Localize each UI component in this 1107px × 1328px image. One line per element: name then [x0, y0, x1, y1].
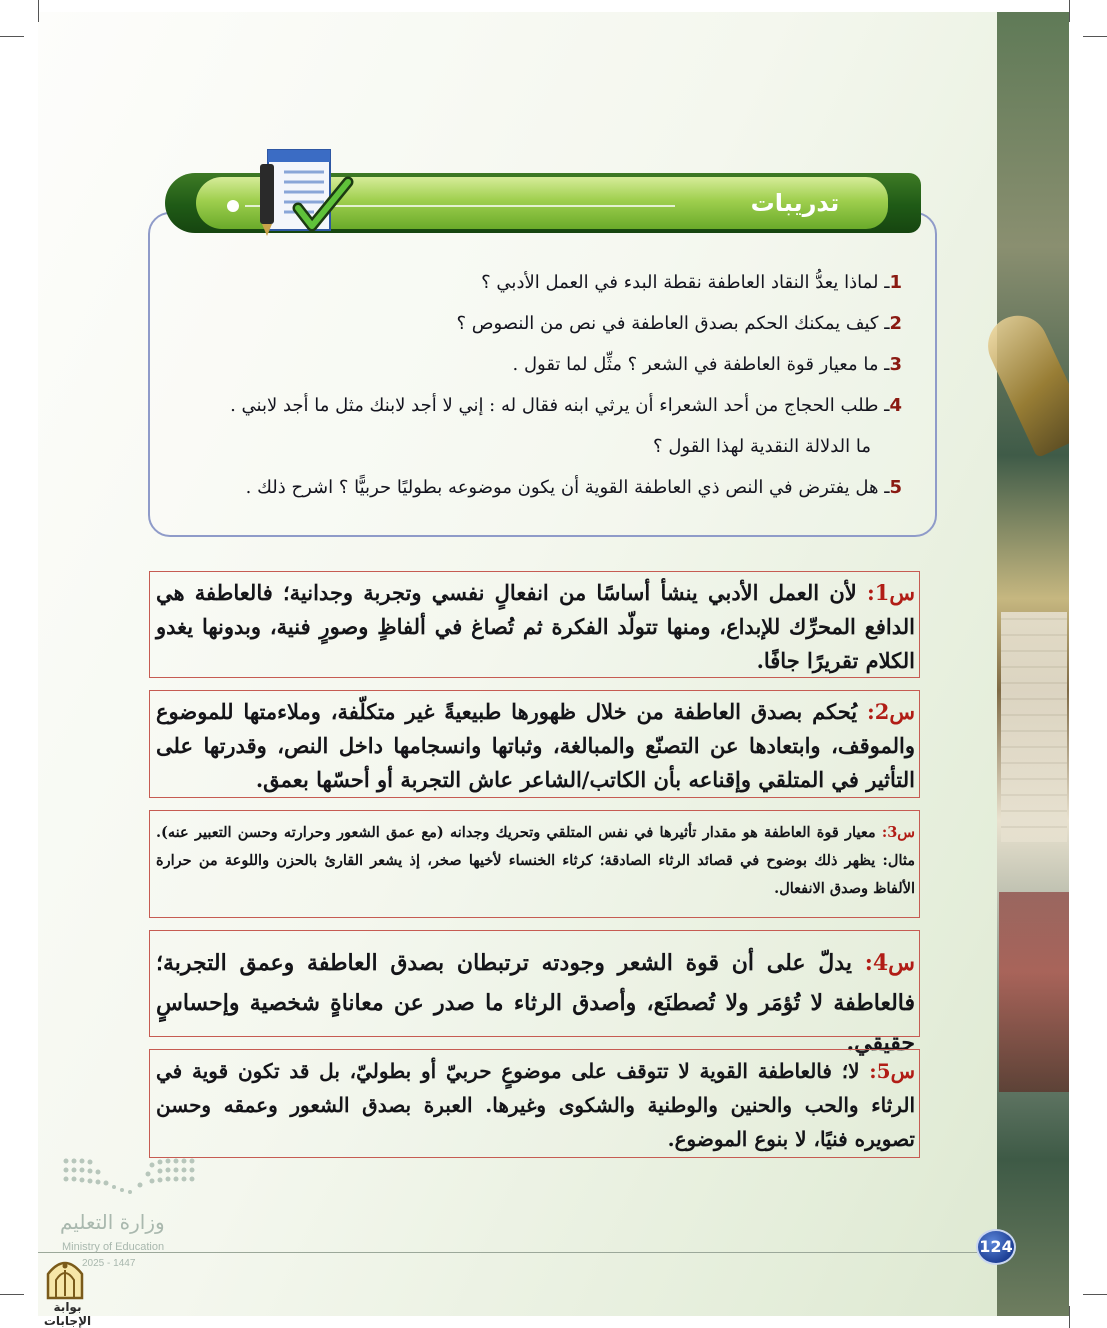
header-dot — [227, 200, 239, 212]
exercise-number: 2 — [889, 313, 902, 334]
exercise-number: 5 — [889, 477, 902, 498]
answer-label: س1: — [866, 580, 915, 605]
answer-text: يدلّ على أن قوة الشعر وجودته ترتبطان بصدق العاطفة وعمق التجربة؛ فالعاطفة لا تُؤمَر ولا تُصطنَع، وأصدق الرثاء ما صدر عن معاناةٍ شخصية وإحساسٍ حقيقي. — [156, 950, 915, 1056]
ministry-name-ar: وزارة التعليم — [60, 1210, 165, 1234]
answer-text: يُحكم بصدق العاطفة من خلال ظهورها طبيعيةً غير متكلّفة، وملاءمتها للموضوع والموقف، وابتعادها عن التصنّع والمبالغة، وثباتها وانسجامها داخل النص، وقدرتها على التأثير في المتلقي وإقناعه بأن الكاتب/الشاعر عاش التجربة أو أحسّها بعمق. — [156, 699, 915, 792]
answer-label: س5: — [869, 1059, 915, 1083]
exercise-item — [172, 344, 902, 385]
exercise-text: ـ هل يفترض في النص ذي العاطفة القوية أن يكون موضوعه بطوليًا حربيًّا ؟ اشرح ذلك . — [245, 477, 890, 498]
crop-mark — [0, 36, 24, 37]
answers-gate-label: بوابة الإجابات — [43, 1300, 92, 1328]
crop-mark — [1083, 36, 1107, 37]
answer-label: س3: — [881, 824, 915, 841]
answer-box-3 — [149, 810, 920, 918]
answer-text: لأن العمل الأدبي ينشأ أساسًا من انفعالٍ نفسي وتجربة وجدانية؛ فالعاطفة هي الدافع المحرِّك للإبداع، ومنها تتولّد الفكرة ثم تُصاغ في ألفاظٍ وصورٍ فنية، وبدونها يغدو الكلام تقريرًا جافًا. — [156, 580, 915, 673]
exercise-text: ـ طلب الحجاج من أحد الشعراء أن يرثي ابنه فقال له : إني لا أجد لابنك مثل ما أجد لابني . — [230, 395, 890, 416]
answer-box-1 — [149, 571, 920, 678]
exercises-title: تدريبات — [750, 189, 840, 217]
fountain-pen-image — [978, 306, 1069, 458]
answer-text: لا؛ فالعاطفة القوية لا تتوقف على موضوعٍ حربيّ أو بطوليّ، بل قد تكون قوية في الرثاء والحب والحنين والوطنية والشكوى وغيرها. العبرة بصدق الشعور وعمقه وحسن تصويره فنيًا، لا بنوع الموضوع. — [156, 1059, 915, 1151]
ministry-logo-icon — [62, 1157, 197, 1197]
answer-box-2 — [149, 690, 920, 798]
answer-label: س4: — [864, 950, 915, 976]
answers-gate-logo-icon — [42, 1256, 88, 1300]
footer-divider — [38, 1252, 988, 1253]
exercise-continuation: ما الدلالة النقدية لهذا القول ؟ — [653, 436, 871, 457]
exercise-text: ـ كيف يمكنك الحكم بصدق العاطفة في نص من النصوص ؟ — [456, 313, 890, 334]
exercise-text: ـ لماذا يعدُّ النقاد العاطفة نقطة البدء في العمل الأدبي ؟ — [481, 272, 890, 293]
edition-year: 2025 - 1447 — [82, 1258, 136, 1269]
exercise-number: 4 — [889, 395, 902, 416]
page-number: 124 — [976, 1229, 1016, 1265]
exercise-text: ـ ما معيار قوة العاطفة في الشعر ؟ مثِّل لما تقول . — [512, 354, 890, 375]
exercise-item — [172, 303, 902, 344]
exercise-item — [172, 467, 902, 508]
answer-box-4 — [149, 930, 920, 1056]
exercise-item — [172, 262, 902, 303]
exercise-number: 1 — [889, 272, 902, 293]
newspaper-image — [1001, 612, 1067, 842]
book-cover-image — [999, 892, 1069, 1092]
checklist-document-icon — [254, 146, 354, 238]
answer-label: س2: — [866, 699, 915, 724]
exercise-item — [172, 385, 902, 426]
answer-text: معيار قوة العاطفة هو مقدار تأثيرها في نفس المتلقي وتحريك وجدانه (مع عمق الشعور وحرارته وحسن التعبير عنه). مثال: يظهر ذلك بوضوح في قصائد الرثاء الصادقة؛ كرثاء الخنساء لأخيها صخر، إذ يشعر القارئ بالحزن واللوعة من حرارة الألفاظ وصدق الانفعال. — [156, 824, 915, 897]
ministry-name-en: Ministry of Education — [62, 1241, 165, 1253]
crop-mark — [0, 1294, 24, 1295]
answer-box-5 — [149, 1049, 920, 1158]
crop-mark — [1069, 1306, 1070, 1328]
exercises-list — [172, 262, 902, 508]
crop-mark — [38, 0, 39, 22]
crop-mark — [1069, 0, 1070, 22]
crop-mark — [1083, 1294, 1107, 1295]
exercise-number: 3 — [889, 354, 902, 375]
decorative-photo-strip — [997, 12, 1069, 1316]
